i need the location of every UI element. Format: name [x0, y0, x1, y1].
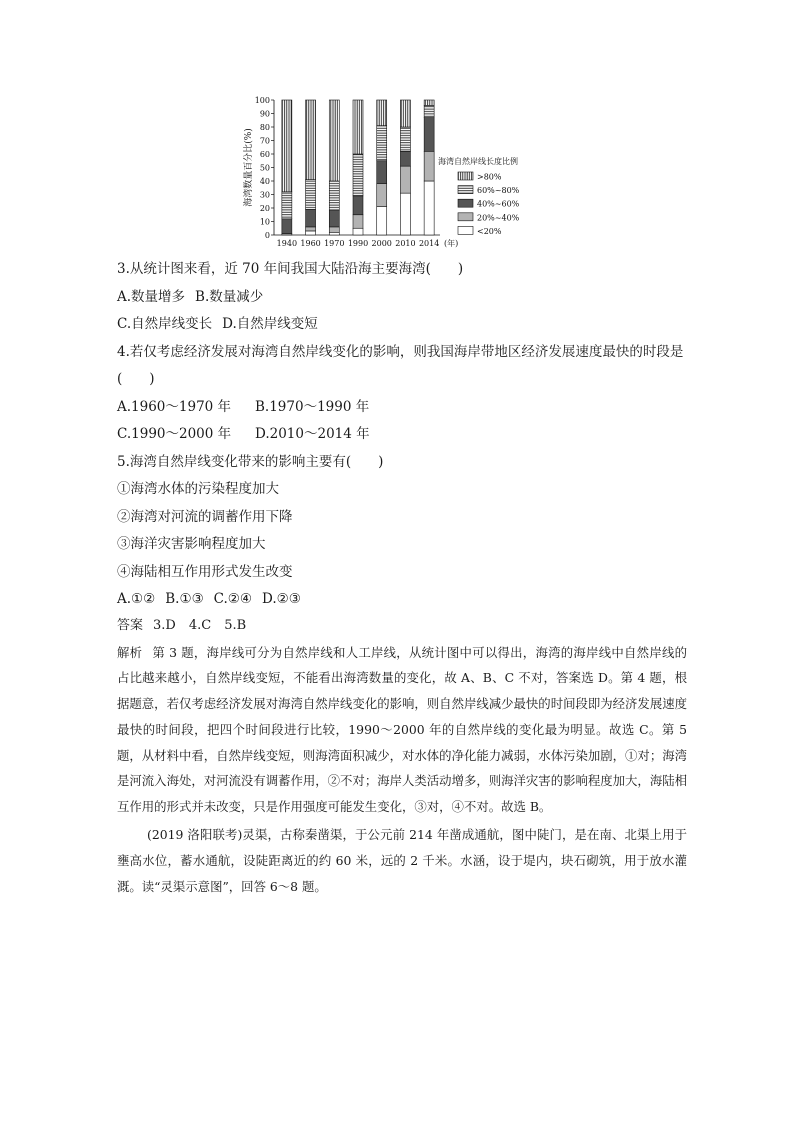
q5-item-4: ④海陆相互作用形式发生改变 — [117, 563, 293, 580]
q5-option-d[interactable]: D.②③ — [262, 591, 301, 607]
legend-label: <20% — [477, 226, 502, 236]
bar-segment — [353, 228, 363, 235]
next-material-paragraph: (2019 洛阳联考)灵渠，古称秦凿渠，于公元前 214 年凿成通航，图中陡门，是在南、北渠上用于壅高水位，蓄水通航，设陡距离近的约 60 米，远的 2 千米。水涵，设于堤内，块石砌筑，用于放水灌溉。读“灵渠示意图”，回答 6～8 题。 — [117, 827, 687, 895]
bar-segment — [306, 231, 316, 235]
legend-swatch — [458, 213, 473, 221]
bar-segment — [306, 100, 316, 180]
y-tick-label: 40 — [259, 177, 270, 186]
legend-label: 40%~60% — [477, 199, 520, 209]
x-tick-label: 1990 — [347, 239, 369, 248]
bar-segment — [377, 184, 387, 207]
legend-swatch — [458, 172, 473, 180]
bar-segment — [424, 151, 434, 181]
q4-options-cd — [117, 421, 687, 449]
bar-segment — [353, 100, 363, 154]
bar-segment — [329, 232, 339, 235]
q3-options-ab — [117, 284, 687, 312]
bar-segment — [329, 181, 339, 211]
y-tick-label: 90 — [259, 109, 270, 119]
x-tick-label: 1970 — [324, 239, 345, 248]
question-block — [117, 256, 687, 900]
q3-option-c[interactable]: C.自然岸线变长 — [117, 316, 213, 332]
legend-swatch — [458, 186, 473, 194]
legend-swatch — [458, 199, 473, 207]
q3-option-a[interactable]: A.数量增多 — [117, 288, 186, 305]
bar-segment — [400, 127, 410, 151]
q5-stem: 5.海湾自然岸线变化带来的影响主要有( ) — [117, 453, 384, 470]
bar-segment — [377, 161, 387, 184]
bar-segment — [424, 100, 434, 105]
y-tick-label: 80 — [259, 123, 270, 132]
q5-option-c[interactable]: C.②④ — [213, 591, 253, 607]
y-tick-label: 0 — [264, 231, 270, 240]
bar-segment — [306, 209, 316, 227]
bar-segment — [329, 100, 339, 181]
q4-option-b[interactable]: B.1970～1990 年 — [255, 398, 370, 415]
bar-segment — [400, 193, 410, 235]
x-tick-label: 1940 — [276, 239, 298, 248]
q4-stem: 4.若仅考虑经济发展对海湾自然岸线变化的影响，则我国海岸带地区经济发展速度最快的时段是( ) — [117, 343, 684, 387]
bar-segment — [282, 192, 292, 219]
y-tick-label: 60 — [259, 150, 270, 159]
bar-segment — [353, 196, 363, 215]
y-tick-label: 30 — [259, 190, 270, 200]
q5-item-3: ③海洋灾害影响程度加大 — [117, 536, 266, 552]
q5-options — [117, 586, 687, 614]
bar-segment — [282, 100, 292, 192]
y-tick-label: 10 — [259, 217, 270, 227]
explanation-label: 解析 — [117, 644, 143, 660]
legend-swatch — [458, 226, 473, 234]
x-tick-label: 2014 — [418, 239, 440, 248]
q5-option-b[interactable]: B.①③ — [165, 591, 204, 607]
bar-segment — [400, 100, 410, 127]
bar-segment — [329, 211, 339, 227]
legend-label: 60%~80% — [477, 186, 520, 196]
x-axis-unit: (年) — [444, 239, 459, 248]
chart-svg — [240, 94, 560, 254]
answer-label: 答案 — [117, 617, 144, 633]
bar-segment — [424, 105, 434, 117]
q3-stem: 3.从统计图来看，近 70 年间我国大陆沿海主要海湾( ) — [117, 261, 464, 277]
bar-segment — [282, 219, 292, 234]
y-axis-title: 海湾数量百分比(%) — [244, 128, 254, 207]
x-tick-label: 2000 — [371, 239, 392, 248]
q5-item-2: ②海湾对河流的调蓄作用下降 — [117, 508, 293, 525]
y-tick-label: 50 — [259, 163, 270, 173]
legend-title: 海湾自然岸线长度比例 — [438, 157, 518, 166]
bar-segment — [329, 227, 339, 232]
q4-option-a[interactable]: A.1960～1970 年 — [117, 398, 232, 415]
bar-segment — [377, 100, 387, 126]
x-tick-label: 2010 — [395, 239, 416, 248]
q4-option-d[interactable]: D.2010～2014 年 — [255, 426, 370, 442]
bar-segment — [424, 181, 434, 235]
bar-segment — [400, 166, 410, 193]
q5-option-a[interactable]: A.①② — [117, 591, 156, 607]
stacked-bar-chart — [240, 94, 560, 254]
bar-segment — [306, 180, 316, 210]
legend-label: 20%~40% — [477, 213, 520, 223]
explanation-paragraph — [117, 640, 687, 821]
y-tick-label: 100 — [254, 96, 270, 105]
bar-segment — [400, 151, 410, 166]
bar-segment — [377, 207, 387, 235]
y-tick-label: 70 — [259, 136, 270, 146]
bar-segment — [377, 126, 387, 161]
q4-option-c[interactable]: C.1990～2000 年 — [117, 426, 232, 442]
q5-item-1: ①海湾水体的污染程度加大 — [117, 481, 279, 497]
answer-line — [117, 613, 687, 639]
bar-segment — [353, 215, 363, 229]
x-tick-label: 1960 — [300, 239, 321, 248]
q3-options-cd — [117, 311, 687, 339]
bar-segment — [353, 154, 363, 196]
q4-options-ab — [117, 394, 687, 422]
legend-label: >80% — [477, 172, 502, 182]
y-tick-label: 20 — [259, 204, 270, 213]
q3-option-d[interactable]: D.自然岸线变短 — [222, 316, 318, 332]
answer-value: 3.D 4.C 5.B — [153, 617, 247, 633]
bar-segment — [424, 118, 434, 152]
explanation-text: 第 3 题，海岸线可分为自然岸线和人工岸线，从统计图中可以得出，海湾的海岸线中自然岸线的占比越来越小，自然岸线变短，不能看出海湾数量的变化，故 A、B、C 不对，答案选 D。第 4 题，根据题意，若仅考虑经济发展对海湾自然岸线变化的影响，则自然岸线减少最快的时间段即为经济发展速度最快的时间段，把四个时间段进行比较，1990～2000 年的自然岸线的变化最为明显。故选 C。第 5 题，从材料中看，自然岸线变短，则海湾面积减少，对水体的净化能力减弱，水体污染加剧，①对；海湾是河流入海处，对河流没有调蓄作用，②不对；海岸人类活动增多，则海洋灾害的影响程度加大，海陆相互作用的形式并未改变，只是作用强度可能发生变化，③对，④不对。故选 B。 — [117, 644, 688, 815]
bar-segment — [306, 227, 316, 231]
q3-option-b[interactable]: B.数量减少 — [195, 288, 264, 305]
